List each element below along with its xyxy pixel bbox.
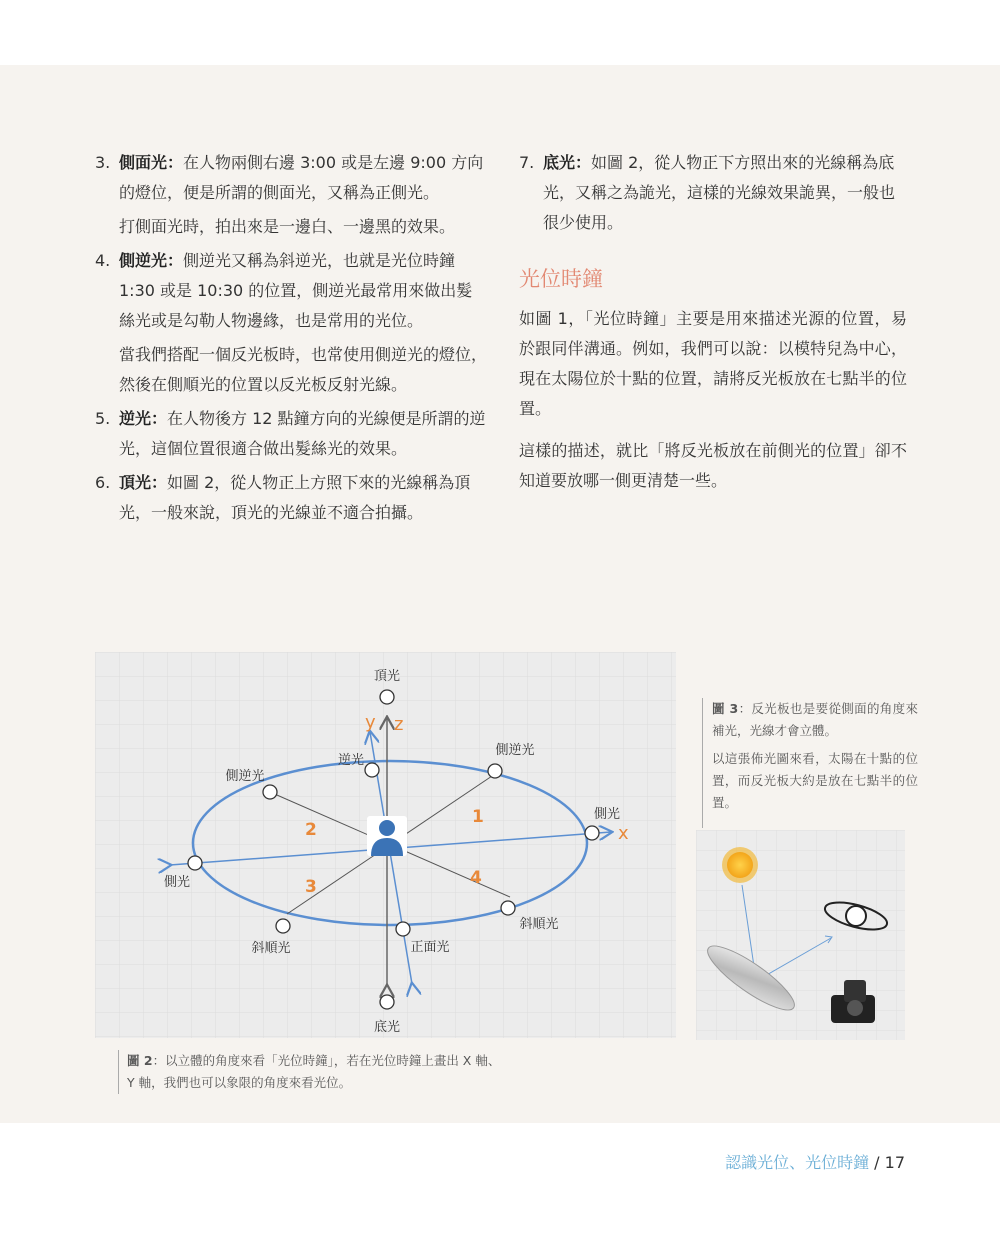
figure-3-reflector-illustration [696, 830, 905, 1040]
item-text: 如圖 2，從人物正上方照下來的光線稱為頂光，一般來說，頂光的光線並不適合拍攝。 [119, 473, 471, 522]
label-front-light: 正面光 [410, 940, 450, 955]
label-back-left-light: 側逆光 [225, 769, 265, 784]
item-title: 逆光： [119, 409, 168, 428]
top-light-marker [380, 690, 394, 704]
quadrant-4: 4 [470, 868, 482, 888]
caption-2-text: ：以立體的角度來看「光位時鐘」，若在光位時鐘上畫出 X 軸、Y 軸，我們也可以象限的角度來看光位。 [127, 1053, 501, 1090]
list-item-3: 3. 側面光：在人物兩側右邊 3:00 或是左邊 9:00 方向的燈位，便是所謂的側面光，又稱為正側光。 打側面光時，拍出來是一邊白、一邊黑的效果。 [95, 148, 487, 242]
paragraph-2: 這樣的描述，就比「將反光板放在前側光的位置」卻不知道要放哪一側更清楚一些。 [519, 441, 907, 490]
axis-label-y: y [365, 712, 376, 733]
item-text: 如圖 2，從人物正下方照出來的光線稱為底光，又稱之為詭光，這樣的光線效果詭異，一般也很少使用。 [543, 153, 896, 232]
reflector-svg [696, 830, 905, 1040]
light-clock-svg [95, 652, 676, 1038]
item-text: 在人物後方 12 點鐘方向的光線便是所謂的逆光，這個位置很適合做出髮絲光的效果。 [119, 409, 486, 458]
caption-3-text2: 以這張佈光圖來看，太陽在十點的位置，而反光板大約是放在七點半的位置。 [712, 751, 918, 810]
label-bottom-light: 底光 [373, 1020, 401, 1035]
axis-label-z: z [394, 714, 404, 735]
right-side-light-marker [585, 826, 599, 840]
front-left-light-marker [276, 919, 290, 933]
person-icon [367, 816, 407, 856]
item-text: 側逆光又稱為斜逆光，也就是光位時鐘 1:30 或是 10:30 的位置，側逆光最常用來做出髮絲光或是勾勒人物邊緣，也是常用的光位。 [119, 251, 473, 330]
item-title: 側面光： [119, 153, 184, 172]
quadrant-1: 1 [472, 807, 484, 827]
back-left-light-marker [263, 785, 277, 799]
list-item-7: 7. 底光：如圖 2，從人物正下方照出來的光線稱為底光，又稱之為詭光，這樣的光線效果詭異，一般也很少使用。 [519, 153, 896, 232]
item-title: 側逆光： [119, 251, 184, 270]
section-title: 光位時鐘 [519, 267, 603, 291]
label-left-side-light: 側光 [163, 875, 191, 890]
quadrant-2: 2 [305, 820, 317, 840]
caption-3-text: ：反光板也是要從側面的角度來補光，光線才會立體。 [712, 701, 918, 738]
label-top-light: 頂光 [373, 669, 401, 684]
bottom-light-marker [380, 995, 394, 1009]
figure-2-light-clock-diagram [95, 652, 676, 1038]
footer-separator: / [869, 1153, 885, 1172]
axis-label-x: x [618, 823, 629, 844]
list-item-4: 4. 側逆光：側逆光又稱為斜逆光，也就是光位時鐘 1:30 或是 10:30 的位置，側逆光最常用來做出髮絲光或是勾勒人物邊緣，也是常用的光位。 當我們搭配一個反光板時，也常使用側逆光的燈位，然後在側順光的位置以反光板反射光線。 [95, 246, 487, 400]
label-back-light: 逆光 [337, 753, 365, 768]
left-side-light-marker [188, 856, 202, 870]
figure-3-caption [702, 698, 918, 828]
label-right-side-light: 側光 [593, 807, 621, 822]
left-column [95, 148, 487, 532]
item-text: 在人物兩側右邊 3:00 或是左邊 9:00 方向的燈位，便是所謂的側面光，又稱為正側光。 [119, 153, 484, 202]
label-front-left-light: 斜順光 [251, 941, 291, 956]
list-item-5: 5. 逆光：在人物後方 12 點鐘方向的光線便是所謂的逆光，這個位置很適合做出髮絲光的效果。 [95, 409, 486, 458]
page-footer [725, 1150, 905, 1173]
page-number: 17 [884, 1153, 905, 1172]
label-back-right-light: 側逆光 [495, 743, 535, 758]
item-subtext: 當我們搭配一個反光板時，也常使用側逆光的燈位，然後在側順光的位置以反光板反射光線。 [119, 345, 488, 394]
caption-3-prefix: 圖 3 [712, 701, 739, 716]
back-right-light-marker [488, 764, 502, 778]
front-right-light-marker [501, 901, 515, 915]
back-light-marker [365, 763, 379, 777]
footer-chapter-title: 認識光位、光位時鐘 [725, 1153, 870, 1172]
caption-2-prefix: 圖 2 [127, 1053, 153, 1068]
item-title: 底光： [543, 153, 592, 172]
paragraph-1: 如圖 1，「光位時鐘」主要是用來描述光源的位置，易於跟同伴溝通。例如，我們可以說：以模特兒為中心，現在太陽位於十點的位置，請將反光板放在七點半的位置。 [519, 309, 907, 418]
sun-icon [722, 847, 758, 883]
right-column [519, 148, 907, 508]
list-item-6: 6. 頂光：如圖 2，從人物正上方照下來的光線稱為頂光，一般來說，頂光的光線並不適合拍攝。 [95, 473, 471, 522]
quadrant-3: 3 [305, 877, 317, 897]
front-light-marker [396, 922, 410, 936]
figure-2-caption [118, 1050, 507, 1094]
label-front-right-light: 斜順光 [519, 917, 559, 932]
item-title: 頂光： [119, 473, 168, 492]
item-subtext: 打側面光時，拍出來是一邊白、一邊黑的效果。 [119, 217, 456, 236]
